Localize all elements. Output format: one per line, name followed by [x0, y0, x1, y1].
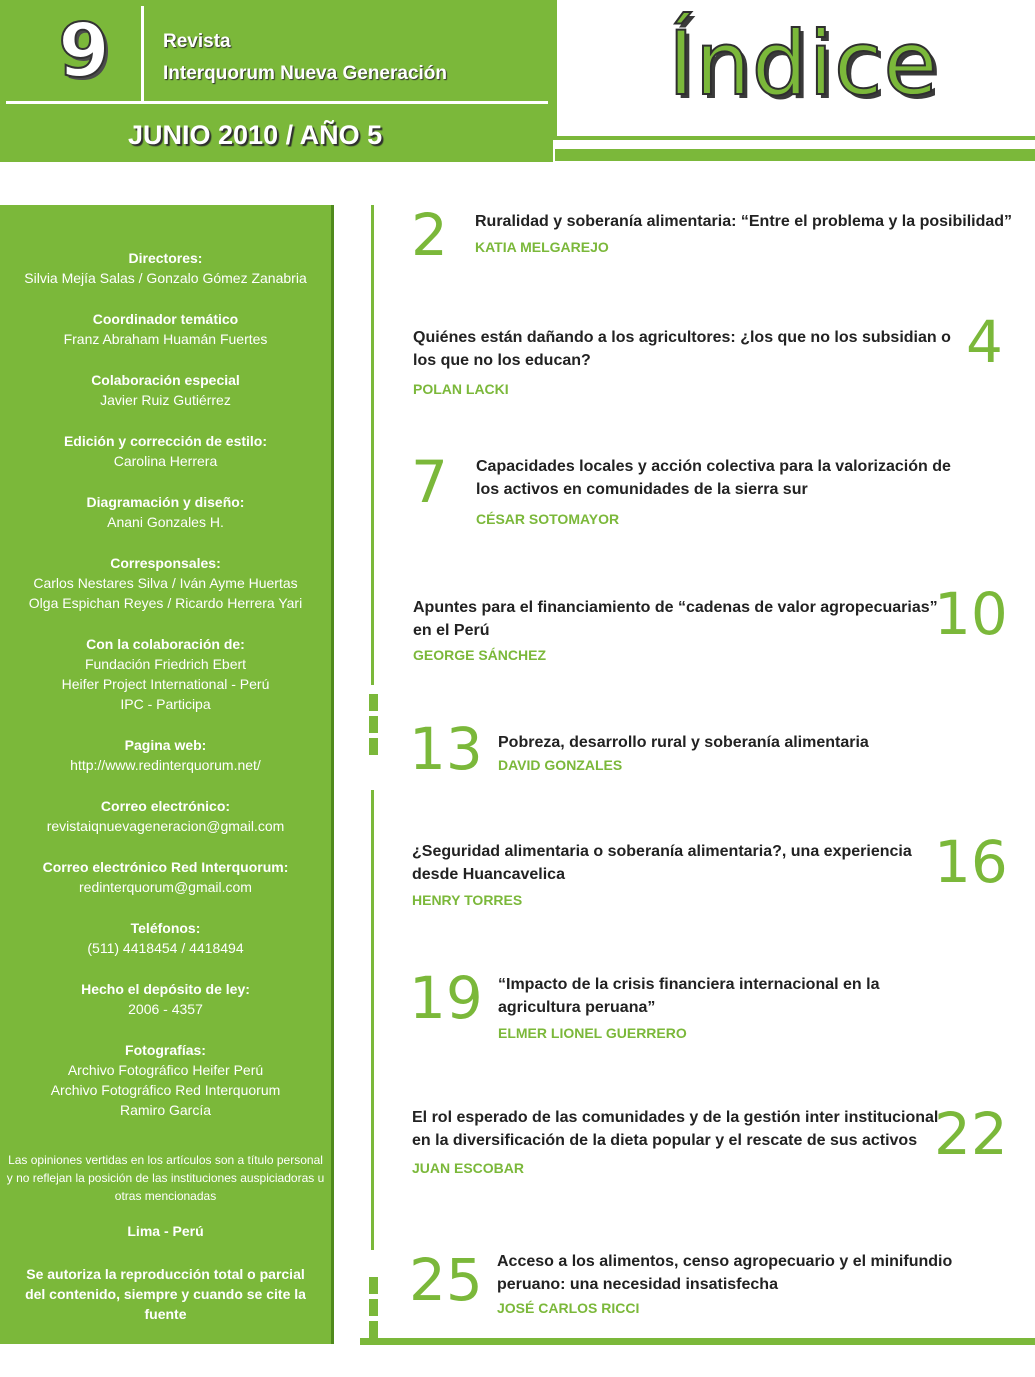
article-title[interactable]	[413, 326, 951, 372]
article-author: DAVID GONZALES	[498, 757, 623, 773]
credit-value: (511) 4418454 / 4418494	[87, 940, 244, 956]
article-title-line: peruano: una necesidad insatisfecha	[497, 1276, 778, 1293]
sidebar-shadow	[331, 205, 334, 1344]
article-title-line: desde Huancavelica	[412, 866, 565, 883]
top-rule	[555, 149, 1035, 161]
credit-value: Silvia Mejía Salas / Gonzalo Gómez Zanabria	[24, 270, 307, 286]
article-title[interactable]	[497, 1250, 952, 1296]
article-page-number: 13	[409, 715, 483, 783]
article-page-number: 22	[934, 1100, 1008, 1168]
credit-title: Directores:	[128, 250, 203, 266]
article-author: HENRY TORRES	[412, 892, 523, 908]
credit-value: Archivo Fotográfico Red Interquorum	[50, 1082, 281, 1098]
article-title-line: ¿Seguridad alimentaria o soberanía alimentaria?, una experiencia	[412, 843, 912, 860]
article-title-line: en la diversificación de la dieta popular y el rescate de sus activos	[412, 1132, 918, 1149]
article-page-number: 25	[409, 1246, 483, 1314]
credit-value: Fundación Friedrich Ebert	[84, 656, 247, 672]
article-page-number: 2	[411, 201, 448, 269]
credit-block	[0, 735, 331, 775]
credit-value: Franz Abraham Huamán Fuertes	[63, 331, 268, 347]
article-title-line: los activos en comunidades de la sierra sur	[476, 481, 808, 498]
article-title-line: “Impacto de la crisis financiera internacional en la	[498, 976, 880, 993]
article-title-line: los que no los educan?	[413, 352, 591, 369]
credit-block	[0, 634, 331, 714]
article-title-line: Quiénes están dañando a los agricultores: ¿los que no los subsidian o	[413, 329, 951, 346]
issue-date: JUNIO 2010 / AÑO 5	[128, 120, 383, 150]
article-title-line: en el Perú	[413, 622, 490, 639]
article-title[interactable]: Ruralidad y soberanía alimentaria: “Entre el problema y la posibilidad”	[475, 213, 1013, 230]
article-author: CÉSAR SOTOMAYOR	[476, 511, 620, 527]
divider-block	[369, 694, 378, 711]
header-divider-horizontal	[6, 101, 548, 104]
article-page-number: 16	[934, 828, 1008, 896]
magazine-label: Revista	[163, 31, 231, 52]
credit-block	[0, 248, 331, 288]
credit-title: Pagina web:	[124, 737, 207, 753]
article-author: JUAN ESCOBAR	[412, 1160, 525, 1176]
credit-block	[0, 1040, 331, 1120]
city: Lima - Perú	[127, 1223, 204, 1239]
title-frame-horizontal	[553, 136, 1035, 140]
credit-title: Hecho el depósito de ley:	[81, 981, 250, 997]
article-author: GEORGE SÁNCHEZ	[413, 647, 547, 663]
credit-block	[0, 431, 331, 471]
credit-title: Teléfonos:	[130, 920, 201, 936]
credit-title: Correo electrónico Red Interquorum:	[42, 859, 289, 875]
article-author: ELMER LIONEL GUERRERO	[498, 1025, 687, 1041]
credit-title: Coordinador temático	[92, 311, 239, 327]
credit-title: Con la colaboración de:	[86, 636, 245, 652]
article-title[interactable]	[413, 596, 938, 642]
bottom-rule	[360, 1338, 1035, 1345]
credit-value: Carolina Herrera	[113, 453, 218, 469]
article-author: KATIA MELGAREJO	[475, 239, 609, 255]
article-title[interactable]	[412, 840, 912, 886]
article-title[interactable]	[412, 1106, 938, 1152]
article-title-line: Acceso a los alimentos, censo agropecuario y el minifundio	[497, 1253, 953, 1270]
credit-value: 2006 - 4357	[128, 1001, 203, 1017]
credit-block	[0, 796, 331, 836]
article-title[interactable]	[498, 973, 879, 1019]
divider-block	[369, 1277, 378, 1294]
article-title-line: agricultura peruana”	[498, 999, 656, 1016]
rights-notice: Se autoriza la reproducción total o parcial del contenido, siempre y cuando se cite la fuente	[25, 1266, 306, 1322]
disclaimer: Las opiniones vertidas en los artículos son a título personal y no reflejan la posición de las instituciones auspiciadoras u otras mencionadas	[6, 1153, 325, 1203]
credit-title: Colaboración especial	[91, 372, 240, 388]
credit-title: Correo electrónico:	[100, 798, 231, 814]
title-frame-vertical	[553, 0, 557, 140]
credit-title: Edición y corrección de estilo:	[63, 433, 268, 449]
credit-block	[0, 370, 331, 410]
credit-block	[0, 979, 331, 1019]
article-page-number: 4	[966, 308, 1003, 376]
credit-value[interactable]: http://www.redinterquorum.net/	[70, 757, 261, 773]
credit-block	[0, 492, 331, 532]
credit-value: IPC - Participa	[120, 696, 211, 712]
content-divider	[371, 790, 374, 1250]
credit-title: Corresponsales:	[110, 555, 221, 571]
credit-block	[0, 918, 331, 958]
divider-block	[369, 738, 378, 755]
credit-value: Heifer Project International - Perú	[61, 676, 270, 692]
credit-value: Ramiro García	[119, 1102, 212, 1118]
divider-block	[369, 1321, 378, 1338]
header-divider-vertical	[141, 6, 144, 102]
credit-title: Fotografías:	[125, 1042, 206, 1058]
credit-value: revistaiqnuevageneracion@gmail.com	[46, 818, 285, 834]
credit-value: Olga Espichan Reyes / Ricardo Herrera Yari	[28, 595, 303, 611]
credit-block	[0, 857, 331, 897]
content-divider	[371, 205, 374, 685]
credits-list	[0, 248, 331, 1120]
credit-block	[0, 553, 331, 613]
article-page-number: 19	[409, 964, 483, 1032]
credit-value: Carlos Nestares Silva / Iván Ayme Huertas	[33, 575, 298, 591]
article-author: JOSÉ CARLOS RICCI	[497, 1300, 640, 1316]
credit-value: Archivo Fotográfico Heifer Perú	[67, 1062, 264, 1078]
credits-sidebar	[0, 205, 331, 1344]
article-page-number: 7	[411, 448, 448, 516]
credit-value: redinterquorum@gmail.com	[79, 879, 252, 895]
credit-value: Javier Ruiz Gutiérrez	[100, 392, 231, 408]
article-page-number: 10	[934, 580, 1008, 648]
article-title[interactable]	[476, 455, 951, 501]
magazine-name: Interquorum Nueva Generación	[163, 63, 448, 84]
issue-number: 9	[58, 8, 110, 94]
article-title-line: El rol esperado de las comunidades y de la gestión inter institucional	[412, 1109, 939, 1126]
credit-value: Anani Gonzales H.	[107, 514, 224, 530]
article-title-line: Apuntes para el financiamiento de “cadenas de valor agropecuarias”	[413, 599, 938, 616]
divider-block	[369, 716, 378, 733]
article-title[interactable]: Pobreza, desarrollo rural y soberanía alimentaria	[498, 734, 869, 751]
credit-block	[0, 309, 331, 349]
credit-title: Diagramación y diseño:	[86, 494, 245, 510]
article-title-line: Capacidades locales y acción colectiva para la valorización de	[476, 458, 951, 475]
page-title: Índice	[668, 12, 939, 115]
divider-block	[369, 1299, 378, 1316]
article-author: POLAN LACKI	[413, 381, 509, 397]
